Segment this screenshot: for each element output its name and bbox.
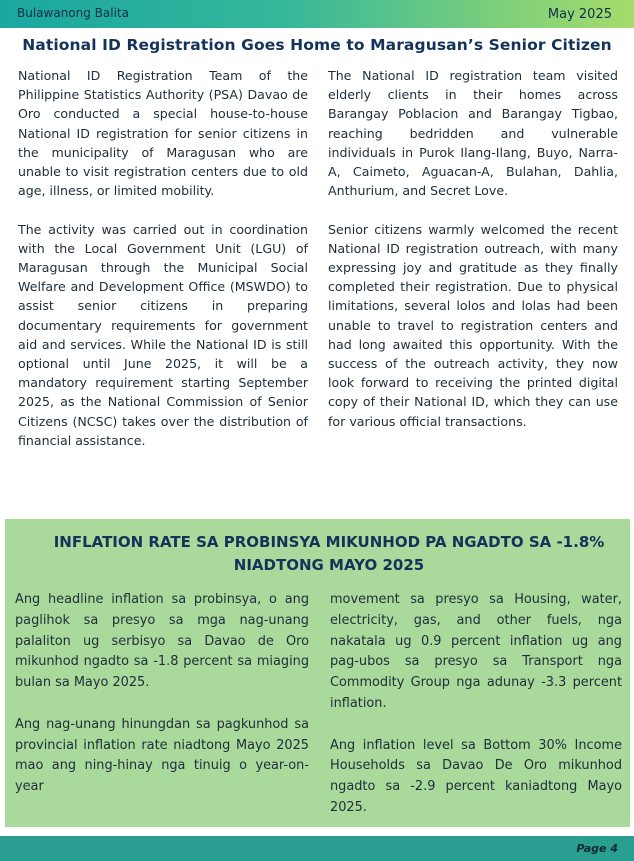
- publication-name: Bulawanong Balita: [17, 6, 129, 20]
- article-paragraph: Senior citizens warmly welcomed the recent National ID registration outreach, with many expressing joy and gratitude as they finally completed their registration. Due to physical limitations, several lolos and lolas had been unable to travel to registration centers and had long awaited this opportunity. With the success of the outreach activity, they now look forward to receiving the printed digital copy of their National ID, which they can use for various official transactions.: [328, 221, 618, 429]
- article-paragraph: The National ID registration team visited elderly clients in their homes across Barangay Poblacion and Barangay Tigbao, reaching bedridden and vulnerable individuals in Purok Ilang-Ilang, Buyo, Narra-A, Caimeto, Aguacan-A, Bulahan, Dahlia, Anthurium, and Secret Love.: [328, 68, 618, 199]
- inflation-feature-box: [5, 519, 630, 827]
- inflation-paragraph: Ang nag-unang hinungdan sa pagkunhod sa provincial inflation rate niadtong Mayo 2025 mao ang ning-hinay nga tinuig o year-on-year: [15, 716, 309, 795]
- header-bar: [0, 0, 634, 28]
- inflation-paragraph: movement sa presyo sa Housing, water, electricity, gas, and other fuels, nga nakatala ug 0.9 percent inflation ug ang pag-ubos sa presyo sa Transport nga Commodity Group nga adunay -3.3 percent inflation.: [330, 592, 622, 711]
- inflation-paragraph: Ang headline inflation sa probinsya, o ang paglihok sa presyo sa mga nag-unang palaliton ug serbisyo sa Davao de Oro mikunhod ngadto sa -1.8 percent sa miaging bulan sa Mayo 2025.: [15, 592, 309, 691]
- footer-bar: [0, 836, 634, 861]
- article-paragraph: The activity was carried out in coordination with the Local Government Unit (LGU) of Maragusan through the Municipal Social Welfare and Development Office (MSWDO) to assist senior citizens in preparing documentary requirements for government aid and services. While the National ID is still optional until June 2025, it will be a mandatory requirement starting September 2025, as the National Commission of Senior Citizens (NCSC) takes over the distribution of financial assistance.: [18, 221, 308, 448]
- article-headline: National ID Registration Goes Home to Maragusan’s Senior Citizen: [22, 36, 612, 54]
- article-paragraph: National ID Registration Team of the Philippine Statistics Authority (PSA) Davao de Oro conducted a special house-to-house National ID registration for senior citizens in the municipality of Maragusan who are unable to visit registration centers due to old age, illness, or limited mobility.: [18, 68, 308, 199]
- issue-date: May 2025: [547, 7, 612, 22]
- article-right-column: [328, 66, 618, 431]
- inflation-headline: INFLATION RATE SA PROBINSYA MIKUNHOD PA NGADTO SA -1.8% NIADTONG MAYO 2025: [53, 533, 605, 574]
- page-number: Page 4: [576, 842, 618, 855]
- inflation-left-column: [15, 590, 309, 798]
- inflation-paragraph: Ang inflation level sa Bottom 30% Income Households sa Davao De Oro mikunhod ngadto sa -2.9 percent kaniadtong Mayo 2025.: [330, 737, 622, 815]
- inflation-right-column: [330, 590, 622, 819]
- article-left-column: [18, 66, 308, 450]
